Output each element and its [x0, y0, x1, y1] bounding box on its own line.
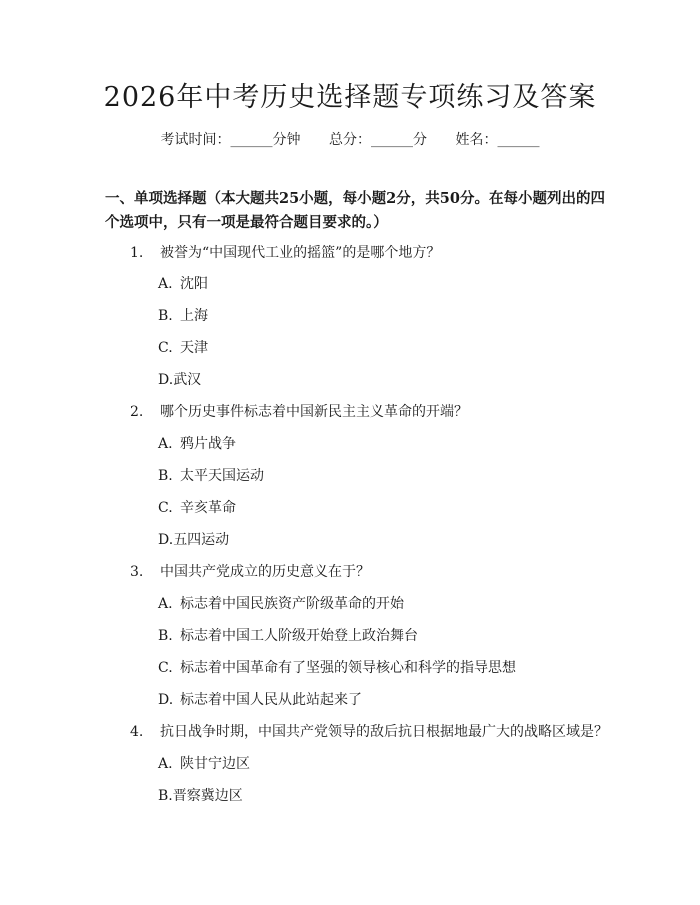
option-text: 鸦片战争 [180, 436, 236, 452]
option-letter: A. [158, 276, 173, 292]
answer-option [158, 594, 404, 614]
option-letter: D. [158, 532, 174, 548]
option-text: 晋察冀边区 [172, 788, 243, 804]
question-number: 1. [130, 245, 144, 261]
answer-option [158, 754, 250, 774]
answer-option [158, 626, 418, 646]
exam-info [0, 130, 700, 150]
option-text: 天津 [180, 340, 208, 356]
answer-option [158, 306, 208, 326]
question-stem [130, 243, 610, 263]
section-heading [105, 187, 605, 235]
option-text: 标志着中国工人阶级开始登上政治舞台 [180, 628, 418, 644]
answer-option [158, 338, 208, 358]
option-text: 五四运动 [173, 532, 230, 548]
question-number: 4. [130, 724, 144, 740]
option-letter: C. [158, 660, 173, 676]
option-letter: B. [158, 628, 173, 644]
question-stem [130, 402, 610, 422]
option-letter: A. [158, 596, 173, 612]
total-score-field: 总分：______分 [329, 132, 427, 148]
question-stem [130, 722, 610, 742]
answer-option [158, 370, 201, 390]
answer-option [158, 274, 208, 294]
question-number: 3. [130, 564, 144, 580]
option-text: 辛亥革命 [180, 500, 236, 516]
option-text: 标志着中国革命有了坚强的领导核心和科学的指导思想 [180, 660, 516, 676]
option-text: 太平天国运动 [180, 468, 264, 484]
answer-option [158, 498, 236, 518]
option-letter: A. [158, 436, 173, 452]
option-letter: D. [158, 372, 174, 388]
option-letter: B. [158, 308, 173, 324]
option-text: 陕甘宁边区 [180, 756, 250, 772]
option-letter: C. [158, 500, 173, 516]
option-letter: A. [158, 756, 173, 772]
option-text: 标志着中国民族资产阶级革命的开始 [180, 596, 404, 612]
answer-option [158, 786, 243, 806]
question-stem [130, 562, 610, 582]
page-title: 2026年中考历史选择题专项练习及答案 [103, 82, 597, 113]
answer-option [158, 530, 229, 550]
student-name-field: 姓名：______ [455, 132, 540, 148]
question-text: 中国共产党成立的历史意义在于？ [160, 564, 370, 580]
question-text: 哪个历史事件标志着中国新民主主义革命的开端？ [160, 404, 468, 420]
option-letter: D. [158, 692, 174, 708]
option-text: 武汉 [173, 372, 202, 388]
answer-option [158, 690, 362, 710]
answer-option [158, 658, 516, 678]
question-number: 2. [130, 404, 144, 420]
option-text: 沈阳 [180, 276, 208, 292]
option-text: 标志着中国人民从此站起来了 [180, 692, 362, 708]
answer-option [158, 466, 264, 486]
question-text: 抗日战争时期，中国共产党领导的敌后抗日根据地最广大的战略区域是？ [160, 724, 608, 740]
exam-time-field: 考试时间：______分钟 [160, 132, 301, 148]
section-heading-line: 个选项中，只有一项是最符合题目要求的。） [105, 214, 388, 231]
option-letter: C. [158, 340, 173, 356]
section-heading-line: 一、单项选择题（本大题共25小题，每小题2分，共50分。在每小题列出的四 [105, 190, 605, 207]
question-text: 被誉为“中国现代工业的摇篮”的是哪个地方？ [160, 245, 441, 261]
option-text: 上海 [180, 308, 208, 324]
option-letter: B. [158, 468, 173, 484]
option-letter: B. [158, 788, 173, 804]
answer-option [158, 434, 236, 454]
